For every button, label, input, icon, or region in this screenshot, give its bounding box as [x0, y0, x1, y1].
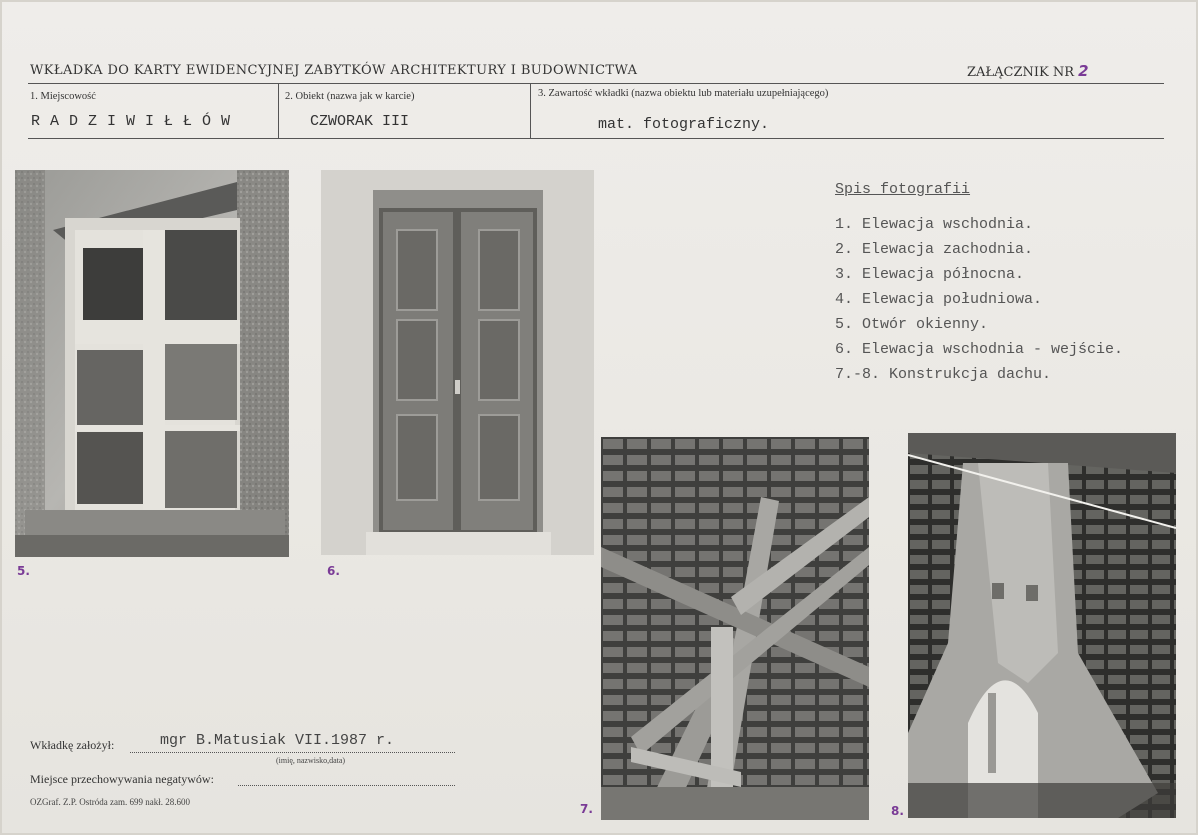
- object-value: CZWORAK III: [310, 113, 410, 130]
- photo-list-item: 2. Elewacja zachodnia.: [835, 241, 1034, 258]
- locality-value: RADZIWIŁŁÓW: [31, 113, 241, 130]
- photo-number-5: 5.: [17, 564, 30, 578]
- header-bottom-rule: [28, 138, 1164, 139]
- header-divider-2: [530, 84, 531, 138]
- storage-dotline: [238, 785, 455, 786]
- founder-hint: (imię, nazwisko,data): [276, 756, 346, 765]
- storage-label: Miejsce przechowywania negatywów:: [30, 772, 214, 786]
- print-info: OZGraf. Z.P. Ostróda zam. 699 nakł. 28.600: [30, 797, 190, 807]
- photo-number-7: 7.: [580, 802, 593, 816]
- founder-label: Wkładkę założył:: [30, 738, 115, 752]
- content-label: 3. Zawartość wkładki (nazwa obiektu lub materiału uzupełniającego): [538, 88, 829, 99]
- photo-list-item: 7.-8. Konstrukcja dachu.: [835, 366, 1052, 383]
- locality-label: 1. Miejscowość: [30, 91, 96, 102]
- photo-number-8: 8.: [891, 804, 904, 818]
- photo-list-item: 6. Elewacja wschodnia - wejście.: [835, 341, 1124, 358]
- photo-roof-structure: [601, 437, 869, 820]
- founder-value: mgr B.Matusiak VII.1987 r.: [160, 732, 395, 749]
- photo-door: [321, 170, 594, 555]
- photo-list-item: 3. Elewacja północna.: [835, 266, 1025, 283]
- object-label: 2. Obiekt (nazwa jak w karcie): [285, 91, 415, 102]
- content-value: mat. fotograficzny.: [598, 116, 770, 133]
- annex-label: [967, 62, 1089, 80]
- photo-list-item: 1. Elewacja wschodnia.: [835, 216, 1034, 233]
- header-divider-1: [278, 84, 279, 138]
- sheet-title: WKŁADKA DO KARTY EWIDENCYJNEJ ZABYTKÓW ARCHITEKTURY I BUDOWNICTWA: [30, 63, 638, 78]
- photo-number-6: 6.: [327, 564, 340, 578]
- photo-window: [15, 170, 289, 557]
- header-top-rule: [28, 83, 1164, 84]
- photo-list-item: 4. Elewacja południowa.: [835, 291, 1043, 308]
- photo-list-item: 5. Otwór okienny.: [835, 316, 989, 333]
- founder-dotline: [130, 752, 455, 753]
- annex-label-text: ZAŁĄCZNIK NR: [967, 65, 1075, 80]
- photo-list: [835, 212, 1123, 387]
- annex-number: 2: [1078, 62, 1089, 80]
- photo-chimney-attic: [908, 433, 1176, 818]
- photo-list-title: Spis fotografii: [835, 181, 971, 198]
